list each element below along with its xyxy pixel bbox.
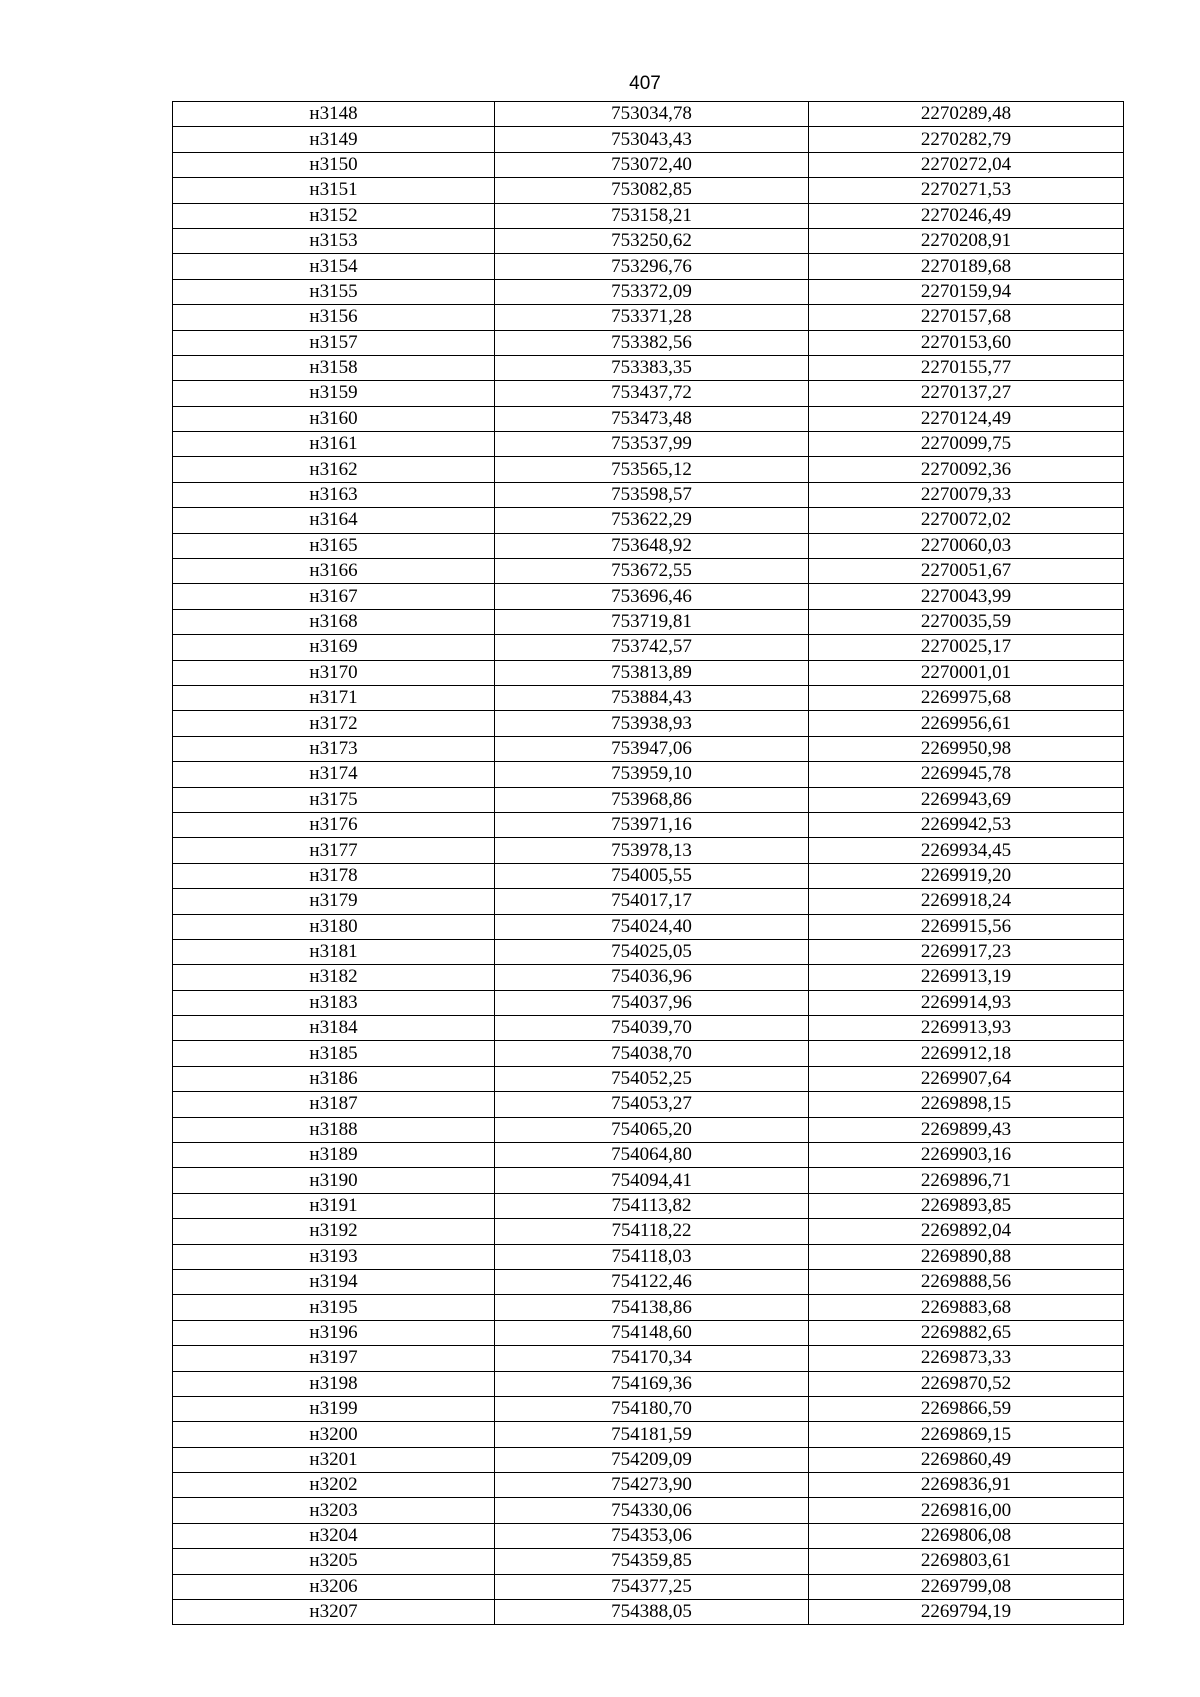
x-coordinate-cell: 754065,20	[495, 1117, 809, 1142]
y-coordinate-cell: 2270153,60	[809, 330, 1124, 355]
y-coordinate-cell: 2269806,08	[809, 1523, 1124, 1548]
x-coordinate-cell: 754359,85	[495, 1549, 809, 1574]
table-row	[173, 812, 1124, 837]
x-coordinate-cell: 754113,82	[495, 1193, 809, 1218]
x-coordinate-cell: 754024,40	[495, 914, 809, 939]
point-id-cell: н3150	[173, 152, 495, 177]
point-id-cell: н3165	[173, 533, 495, 558]
point-id-cell: н3151	[173, 178, 495, 203]
table-row	[173, 228, 1124, 253]
table-row	[173, 508, 1124, 533]
point-id-cell: н3189	[173, 1143, 495, 1168]
table-row	[173, 127, 1124, 152]
y-coordinate-cell: 2269870,52	[809, 1371, 1124, 1396]
x-coordinate-cell: 754209,09	[495, 1447, 809, 1472]
point-id-cell: н3203	[173, 1498, 495, 1523]
x-coordinate-cell: 753158,21	[495, 203, 809, 228]
coordinates-table	[172, 101, 1124, 1625]
point-id-cell: н3177	[173, 838, 495, 863]
x-coordinate-cell: 754377,25	[495, 1574, 809, 1599]
table-row	[173, 1396, 1124, 1421]
y-coordinate-cell: 2269918,24	[809, 889, 1124, 914]
y-coordinate-cell: 2270208,91	[809, 228, 1124, 253]
point-id-cell: н3167	[173, 584, 495, 609]
table-row	[173, 1117, 1124, 1142]
point-id-cell: н3183	[173, 990, 495, 1015]
x-coordinate-cell: 753742,57	[495, 635, 809, 660]
x-coordinate-cell: 754053,27	[495, 1092, 809, 1117]
x-coordinate-cell: 753672,55	[495, 559, 809, 584]
table-row	[173, 1041, 1124, 1066]
table-row	[173, 1016, 1124, 1041]
x-coordinate-cell: 753884,43	[495, 685, 809, 710]
y-coordinate-cell: 2269950,98	[809, 736, 1124, 761]
y-coordinate-cell: 2270157,68	[809, 305, 1124, 330]
y-coordinate-cell: 2269917,23	[809, 939, 1124, 964]
point-id-cell: н3191	[173, 1193, 495, 1218]
x-coordinate-cell: 754118,22	[495, 1219, 809, 1244]
x-coordinate-cell: 753082,85	[495, 178, 809, 203]
table-row	[173, 254, 1124, 279]
point-id-cell: н3187	[173, 1092, 495, 1117]
point-id-cell: н3154	[173, 254, 495, 279]
table-row	[173, 990, 1124, 1015]
x-coordinate-cell: 753696,46	[495, 584, 809, 609]
x-coordinate-cell: 754052,25	[495, 1066, 809, 1091]
x-coordinate-cell: 754180,70	[495, 1396, 809, 1421]
page-number: 407	[629, 73, 661, 94]
x-coordinate-cell: 754169,36	[495, 1371, 809, 1396]
y-coordinate-cell: 2270001,01	[809, 660, 1124, 685]
point-id-cell: н3205	[173, 1549, 495, 1574]
point-id-cell: н3171	[173, 685, 495, 710]
point-id-cell: н3158	[173, 355, 495, 380]
table-row	[173, 381, 1124, 406]
x-coordinate-cell: 754122,46	[495, 1269, 809, 1294]
point-id-cell: н3155	[173, 279, 495, 304]
x-coordinate-cell: 753437,72	[495, 381, 809, 406]
table-row	[173, 203, 1124, 228]
table-row	[173, 432, 1124, 457]
x-coordinate-cell: 754273,90	[495, 1473, 809, 1498]
y-coordinate-cell: 2270272,04	[809, 152, 1124, 177]
x-coordinate-cell: 753959,10	[495, 762, 809, 787]
x-coordinate-cell: 753296,76	[495, 254, 809, 279]
point-id-cell: н3182	[173, 965, 495, 990]
x-coordinate-cell: 753978,13	[495, 838, 809, 863]
y-coordinate-cell: 2270189,68	[809, 254, 1124, 279]
y-coordinate-cell: 2269860,49	[809, 1447, 1124, 1472]
table-row	[173, 1371, 1124, 1396]
point-id-cell: н3178	[173, 863, 495, 888]
point-id-cell: н3173	[173, 736, 495, 761]
x-coordinate-cell: 753968,86	[495, 787, 809, 812]
table-row	[173, 736, 1124, 761]
y-coordinate-cell: 2269899,43	[809, 1117, 1124, 1142]
table-row	[173, 533, 1124, 558]
x-coordinate-cell: 754170,34	[495, 1346, 809, 1371]
y-coordinate-cell: 2270051,67	[809, 559, 1124, 584]
y-coordinate-cell: 2269913,19	[809, 965, 1124, 990]
table-row	[173, 1295, 1124, 1320]
point-id-cell: н3164	[173, 508, 495, 533]
x-coordinate-cell: 754353,06	[495, 1523, 809, 1548]
y-coordinate-cell: 2269934,45	[809, 838, 1124, 863]
table-row	[173, 1346, 1124, 1371]
table-row	[173, 279, 1124, 304]
table-row	[173, 482, 1124, 507]
x-coordinate-cell: 754038,70	[495, 1041, 809, 1066]
y-coordinate-cell: 2269912,18	[809, 1041, 1124, 1066]
point-id-cell: н3159	[173, 381, 495, 406]
table-row	[173, 609, 1124, 634]
point-id-cell: н3188	[173, 1117, 495, 1142]
y-coordinate-cell: 2269898,15	[809, 1092, 1124, 1117]
table-row	[173, 1092, 1124, 1117]
point-id-cell: н3176	[173, 812, 495, 837]
point-id-cell: н3169	[173, 635, 495, 660]
table-row	[173, 406, 1124, 431]
table-row	[173, 1473, 1124, 1498]
point-id-cell: н3160	[173, 406, 495, 431]
y-coordinate-cell: 2269907,64	[809, 1066, 1124, 1091]
point-id-cell: н3198	[173, 1371, 495, 1396]
y-coordinate-cell: 2270124,49	[809, 406, 1124, 431]
table-row	[173, 1422, 1124, 1447]
table-row	[173, 939, 1124, 964]
table-row	[173, 863, 1124, 888]
table-row	[173, 711, 1124, 736]
table-row	[173, 1244, 1124, 1269]
point-id-cell: н3196	[173, 1320, 495, 1345]
point-id-cell: н3202	[173, 1473, 495, 1498]
x-coordinate-cell: 754118,03	[495, 1244, 809, 1269]
point-id-cell: н3179	[173, 889, 495, 914]
point-id-cell: н3166	[173, 559, 495, 584]
x-coordinate-cell: 753537,99	[495, 432, 809, 457]
x-coordinate-cell: 754025,05	[495, 939, 809, 964]
y-coordinate-cell: 2270035,59	[809, 609, 1124, 634]
x-coordinate-cell: 753719,81	[495, 609, 809, 634]
point-id-cell: н3186	[173, 1066, 495, 1091]
x-coordinate-cell: 754036,96	[495, 965, 809, 990]
y-coordinate-cell: 2269803,61	[809, 1549, 1124, 1574]
y-coordinate-cell: 2269896,71	[809, 1168, 1124, 1193]
table-row	[173, 1574, 1124, 1599]
table-row	[173, 1320, 1124, 1345]
table-row	[173, 889, 1124, 914]
y-coordinate-cell: 2269882,65	[809, 1320, 1124, 1345]
y-coordinate-cell: 2270271,53	[809, 178, 1124, 203]
point-id-cell: н3207	[173, 1600, 495, 1625]
point-id-cell: н3201	[173, 1447, 495, 1472]
x-coordinate-cell: 753473,48	[495, 406, 809, 431]
coordinates-table-body	[173, 102, 1124, 1625]
y-coordinate-cell: 2270043,99	[809, 584, 1124, 609]
y-coordinate-cell: 2270079,33	[809, 482, 1124, 507]
table-row	[173, 1168, 1124, 1193]
x-coordinate-cell: 754017,17	[495, 889, 809, 914]
y-coordinate-cell: 2269919,20	[809, 863, 1124, 888]
table-row	[173, 1600, 1124, 1625]
point-id-cell: н3157	[173, 330, 495, 355]
table-row	[173, 305, 1124, 330]
point-id-cell: н3149	[173, 127, 495, 152]
y-coordinate-cell: 2269869,15	[809, 1422, 1124, 1447]
y-coordinate-cell: 2270072,02	[809, 508, 1124, 533]
point-id-cell: н3174	[173, 762, 495, 787]
point-id-cell: н3152	[173, 203, 495, 228]
x-coordinate-cell: 754330,06	[495, 1498, 809, 1523]
x-coordinate-cell: 753383,35	[495, 355, 809, 380]
point-id-cell: н3148	[173, 102, 495, 127]
y-coordinate-cell: 2269866,59	[809, 1396, 1124, 1421]
table-row	[173, 102, 1124, 127]
point-id-cell: н3180	[173, 914, 495, 939]
y-coordinate-cell: 2269945,78	[809, 762, 1124, 787]
point-id-cell: н3192	[173, 1219, 495, 1244]
point-id-cell: н3195	[173, 1295, 495, 1320]
point-id-cell: н3163	[173, 482, 495, 507]
y-coordinate-cell: 2269873,33	[809, 1346, 1124, 1371]
point-id-cell: н3153	[173, 228, 495, 253]
table-row	[173, 787, 1124, 812]
table-row	[173, 1523, 1124, 1548]
y-coordinate-cell: 2270092,36	[809, 457, 1124, 482]
point-id-cell: н3190	[173, 1168, 495, 1193]
table-row	[173, 559, 1124, 584]
table-row	[173, 685, 1124, 710]
table-row	[173, 355, 1124, 380]
point-id-cell: н3206	[173, 1574, 495, 1599]
point-id-cell: н3175	[173, 787, 495, 812]
y-coordinate-cell: 2269836,91	[809, 1473, 1124, 1498]
y-coordinate-cell: 2269816,00	[809, 1498, 1124, 1523]
table-row	[173, 1143, 1124, 1168]
y-coordinate-cell: 2269893,85	[809, 1193, 1124, 1218]
x-coordinate-cell: 753938,93	[495, 711, 809, 736]
y-coordinate-cell: 2269799,08	[809, 1574, 1124, 1599]
point-id-cell: н3197	[173, 1346, 495, 1371]
y-coordinate-cell: 2269890,88	[809, 1244, 1124, 1269]
point-id-cell: н3161	[173, 432, 495, 457]
table-row	[173, 1193, 1124, 1218]
x-coordinate-cell: 754037,96	[495, 990, 809, 1015]
y-coordinate-cell: 2269794,19	[809, 1600, 1124, 1625]
table-row	[173, 152, 1124, 177]
point-id-cell: н3185	[173, 1041, 495, 1066]
table-row	[173, 838, 1124, 863]
x-coordinate-cell: 754181,59	[495, 1422, 809, 1447]
x-coordinate-cell: 753372,09	[495, 279, 809, 304]
y-coordinate-cell: 2270246,49	[809, 203, 1124, 228]
x-coordinate-cell: 754094,41	[495, 1168, 809, 1193]
x-coordinate-cell: 754388,05	[495, 1600, 809, 1625]
point-id-cell: н3162	[173, 457, 495, 482]
point-id-cell: н3181	[173, 939, 495, 964]
y-coordinate-cell: 2270159,94	[809, 279, 1124, 304]
table-row	[173, 178, 1124, 203]
table-row	[173, 1498, 1124, 1523]
x-coordinate-cell: 754005,55	[495, 863, 809, 888]
y-coordinate-cell: 2270155,77	[809, 355, 1124, 380]
y-coordinate-cell: 2270137,27	[809, 381, 1124, 406]
y-coordinate-cell: 2270099,75	[809, 432, 1124, 457]
point-id-cell: н3193	[173, 1244, 495, 1269]
y-coordinate-cell: 2269943,69	[809, 787, 1124, 812]
point-id-cell: н3199	[173, 1396, 495, 1421]
x-coordinate-cell: 753382,56	[495, 330, 809, 355]
point-id-cell: н3204	[173, 1523, 495, 1548]
table-row	[173, 1549, 1124, 1574]
y-coordinate-cell: 2269892,04	[809, 1219, 1124, 1244]
table-row	[173, 914, 1124, 939]
table-row	[173, 762, 1124, 787]
x-coordinate-cell: 753043,43	[495, 127, 809, 152]
table-row	[173, 457, 1124, 482]
table-row	[173, 1269, 1124, 1294]
x-coordinate-cell: 754148,60	[495, 1320, 809, 1345]
point-id-cell: н3184	[173, 1016, 495, 1041]
x-coordinate-cell: 753371,28	[495, 305, 809, 330]
x-coordinate-cell: 753034,78	[495, 102, 809, 127]
y-coordinate-cell: 2270282,79	[809, 127, 1124, 152]
y-coordinate-cell: 2270289,48	[809, 102, 1124, 127]
y-coordinate-cell: 2270025,17	[809, 635, 1124, 660]
y-coordinate-cell: 2269913,93	[809, 1016, 1124, 1041]
point-id-cell: н3194	[173, 1269, 495, 1294]
y-coordinate-cell: 2269942,53	[809, 812, 1124, 837]
x-coordinate-cell: 753971,16	[495, 812, 809, 837]
table-row	[173, 584, 1124, 609]
x-coordinate-cell: 753598,57	[495, 482, 809, 507]
x-coordinate-cell: 754138,86	[495, 1295, 809, 1320]
x-coordinate-cell: 753250,62	[495, 228, 809, 253]
table-row	[173, 635, 1124, 660]
y-coordinate-cell: 2269888,56	[809, 1269, 1124, 1294]
x-coordinate-cell: 753072,40	[495, 152, 809, 177]
y-coordinate-cell: 2269975,68	[809, 685, 1124, 710]
x-coordinate-cell: 753813,89	[495, 660, 809, 685]
y-coordinate-cell: 2269956,61	[809, 711, 1124, 736]
point-id-cell: н3156	[173, 305, 495, 330]
x-coordinate-cell: 753947,06	[495, 736, 809, 761]
y-coordinate-cell: 2269914,93	[809, 990, 1124, 1015]
y-coordinate-cell: 2269903,16	[809, 1143, 1124, 1168]
point-id-cell: н3170	[173, 660, 495, 685]
x-coordinate-cell: 754039,70	[495, 1016, 809, 1041]
x-coordinate-cell: 753648,92	[495, 533, 809, 558]
table-row	[173, 1447, 1124, 1472]
x-coordinate-cell: 753622,29	[495, 508, 809, 533]
table-row	[173, 660, 1124, 685]
point-id-cell: н3200	[173, 1422, 495, 1447]
y-coordinate-cell: 2269915,56	[809, 914, 1124, 939]
table-row	[173, 330, 1124, 355]
x-coordinate-cell: 754064,80	[495, 1143, 809, 1168]
table-row	[173, 1219, 1124, 1244]
y-coordinate-cell: 2269883,68	[809, 1295, 1124, 1320]
point-id-cell: н3168	[173, 609, 495, 634]
point-id-cell: н3172	[173, 711, 495, 736]
x-coordinate-cell: 753565,12	[495, 457, 809, 482]
table-row	[173, 1066, 1124, 1091]
y-coordinate-cell: 2270060,03	[809, 533, 1124, 558]
table-row	[173, 965, 1124, 990]
